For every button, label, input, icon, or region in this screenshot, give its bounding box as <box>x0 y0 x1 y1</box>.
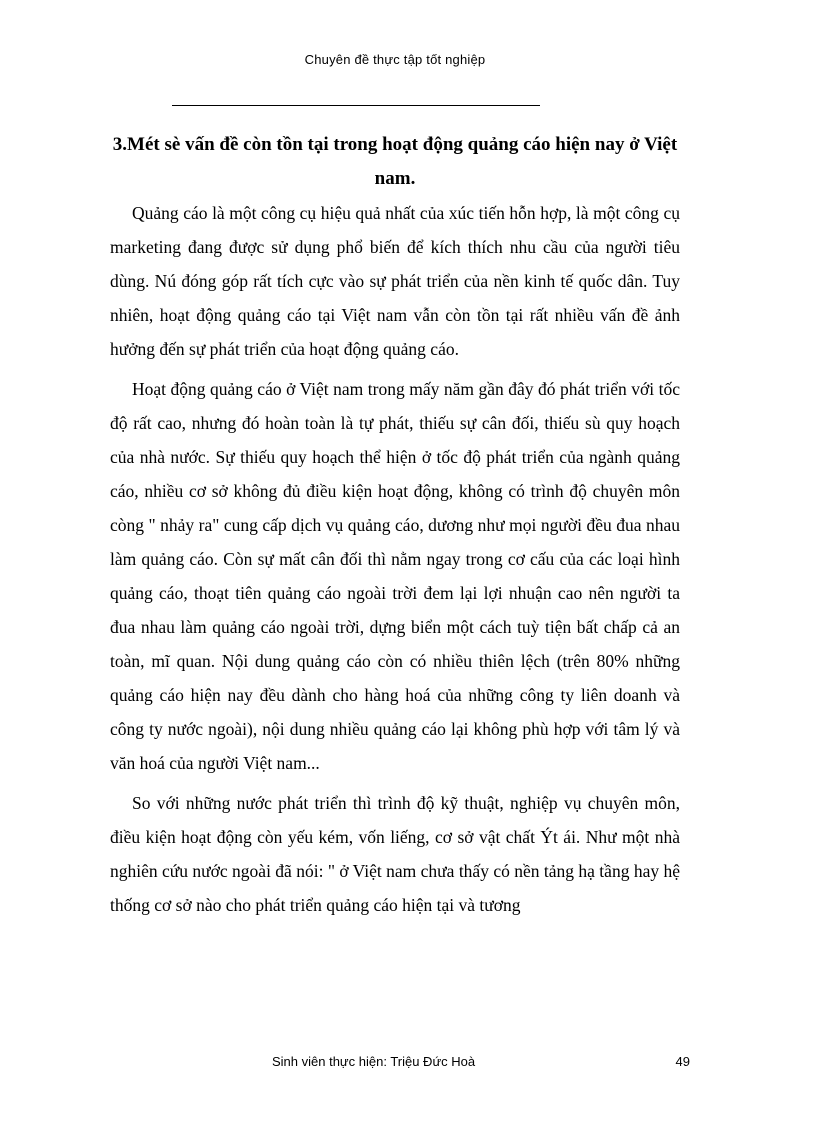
section-heading: 3.Mét sè vấn đề còn tồn tại trong hoạt động quảng cáo hiện nay ở Việt nam. <box>112 134 678 189</box>
page-number: 49 <box>675 1054 690 1069</box>
body-text <box>110 196 680 928</box>
paragraph: So với những nước phát triển thì trình độ kỹ thuật, nghiệp vụ chuyên môn, điều kiện hoạt động còn yếu kém, vốn liếng, cơ sở vật chất Ýt ái. Như một nhà nghiên cứu nước ngoài đã nói: " ở Việt nam chưa thấy có nền tảng hạ tầng hay hệ thống cơ sở nào cho phát triển quảng cáo hiện tại và tương <box>110 793 680 915</box>
header-rule <box>172 105 540 106</box>
page-footer <box>110 1054 690 1074</box>
paragraph: Quảng cáo là một công cụ hiệu quả nhất của xúc tiến hỗn hợp, là một công cụ marketing đang được sử dụng phổ biến để kích thích nhu cầu của người tiêu dùng. Nú đóng góp rất tích cực vào sự phát triển của nền kinh tế quốc dân. Tuy nhiên, hoạt động quảng cáo tại Việt nam vẫn còn tồn tại rất nhiều vấn đề ảnh hưởng đến sự phát triển của hoạt động quảng cáo. <box>110 203 680 359</box>
paragraph: Hoạt động quảng cáo ở Việt nam trong mấy năm gần đây đó phát triển với tốc độ rất cao, nhưng đó hoàn toàn là tự phát, thiếu sự cân đối, thiếu sù quy hoạch của nhà nước. Sự thiếu quy hoạch thể hiện ở tốc độ phát triển của ngành quảng cáo, nhiều cơ sở không đủ điều kiện hoạt động, không có trình độ chuyên môn còng " nhảy ra" cung cấp dịch vụ quảng cáo, dương như mọi người đều đua nhau làm quảng cáo. Còn sự mất cân đối thì nằm ngay trong cơ cấu của các loại hình quảng cáo, thoạt tiên quảng cáo ngoài trời đem lại lợi nhuận cao nên người ta đua nhau làm quảng cáo ngoài trời, dựng biển một cách tuỳ tiện bất chấp cả an toàn, mĩ quan. Nội dung quảng cáo còn có nhiều thiên lệch (trên 80% những quảng cáo hiện nay đều dành cho hàng hoá của những công ty liên doanh và công ty nước ngoài), nội dung nhiều quảng cáo lại không phù hợp với tâm lý và văn hoá của người Việt nam... <box>110 379 680 773</box>
footer-author: Sinh viên thực hiện: Triệu Đức Hoà <box>272 1054 476 1069</box>
page-header: Chuyên đề thực tập tốt nghiệp <box>304 52 486 67</box>
